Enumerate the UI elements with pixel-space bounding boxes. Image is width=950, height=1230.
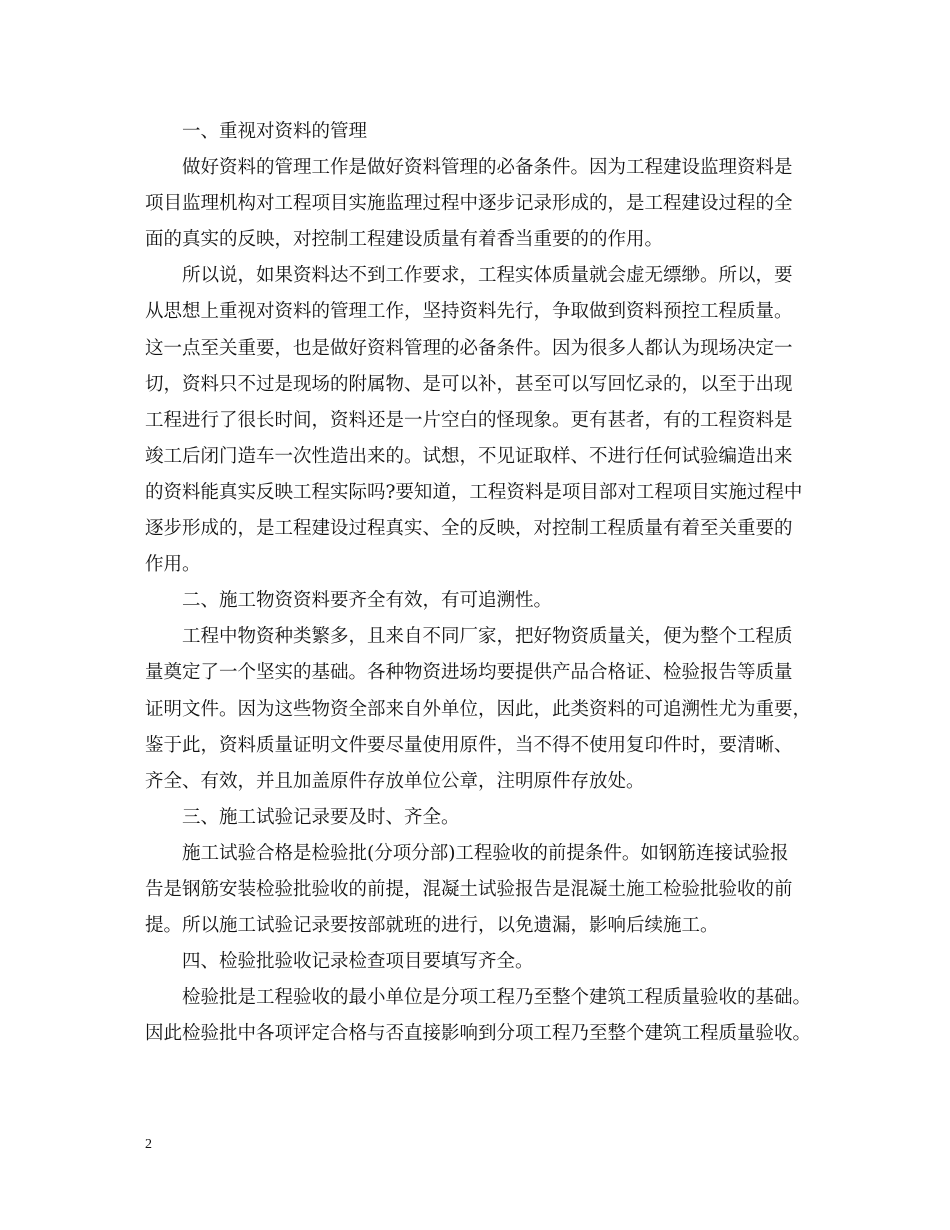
paragraph-line: 作用。 [145, 554, 201, 576]
document-body [145, 114, 810, 1052]
paragraph-line: 工程进行了很长时间，资料还是一片空白的怪现象。更有甚者，有的工程资料是 [145, 409, 793, 431]
paragraph-first-line: 一、重视对资料的管理 [182, 121, 368, 142]
paragraph-line: 面的真实的反映，对控制工程建设质量有着香当重要的的作用。 [145, 229, 664, 251]
paragraph-line: 从思想上重视对资料的管理工作，坚持资料先行，争取做到资料预控工程质量。 [145, 301, 793, 323]
paragraph-line: 逐步形成的，是工程建设过程真实、全的反映，对控制工程质量有着至关重要的 [145, 518, 793, 540]
paragraph-line: 齐全、有效，并且加盖原件存放单位公章，注明原件存放处。 [145, 770, 645, 792]
paragraph-line: 因此检验批中各项评定合格与否直接影响到分项工程乃至整个建筑工程质量验收。 [145, 1023, 812, 1045]
paragraph-line: 鉴于此，资料质量证明文件要尽量使用原件，当不得不使用复印件时，要清晰、 [145, 734, 793, 756]
paragraph-first-line: 四、检验批验收记录检查项目要填写齐全。 [182, 951, 534, 973]
paragraph-first-line: 所以说，如果资料达不到工作要求，工程实体质量就会虚无缥缈。所以，要 [182, 265, 793, 287]
paragraph-first-line: 二、施工物资资料要齐全有效，有可追溯性。 [182, 590, 553, 612]
paragraph-first-line: 工程中物资种类繁多，且来自不同厂家，把好物资质量关，便为整个工程质 [182, 626, 793, 648]
paragraph-line: 提。所以施工试验记录要按部就班的进行，以免遗漏，影响后续施工。 [145, 915, 719, 937]
paragraph-line: 量奠定了一个坚实的基础。各种物资进场均要提供产品合格证、检验报告等质量 [145, 662, 793, 684]
paragraph-first-line: 检验批是工程验收的最小单位是分项工程乃至整个建筑工程质量验收的基础。 [182, 987, 812, 1009]
paragraph-line: 这一点至关重要，也是做好资料管理的必备条件。因为很多人都认为现场决定一 [145, 337, 793, 359]
paragraph-first-line: 三、施工试验记录要及时、齐全。 [182, 806, 460, 828]
paragraph-line: 项目监理机构对工程项目实施监理过程中逐步记录形成的，是工程建设过程的全 [145, 193, 793, 215]
paragraph-line: 证明文件。因为这些物资全部来自外单位，因此，此类资料的可追溯性尤为重要， [145, 698, 812, 720]
paragraph-first-line: 做好资料的管理工作是做好资料管理的必备条件。因为工程建设监理资料是 [182, 157, 793, 179]
paragraph-line: 竣工后闭门造车一次性造出来的。试想，不见证取样、不进行任何试验编造出来 [145, 445, 793, 467]
page-number: 2 [145, 1137, 152, 1152]
paragraph-line: 切，资料只不过是现场的附属物、是可以补，甚至可以写回忆录的，以至于出现 [145, 373, 793, 395]
paragraph-line: 告是钢筋安装检验批验收的前提，混凝土试验报告是混凝土施工检验批验收的前 [145, 878, 793, 900]
paragraph-line: 的资料能真实反映工程实际吗?要知道，工程资料是项目部对工程项目实施过程中 [145, 481, 803, 503]
paragraph-first-line: 施工试验合格是检验批(分项分部)工程验收的前提条件。如钢筋连接试验报 [182, 842, 789, 864]
